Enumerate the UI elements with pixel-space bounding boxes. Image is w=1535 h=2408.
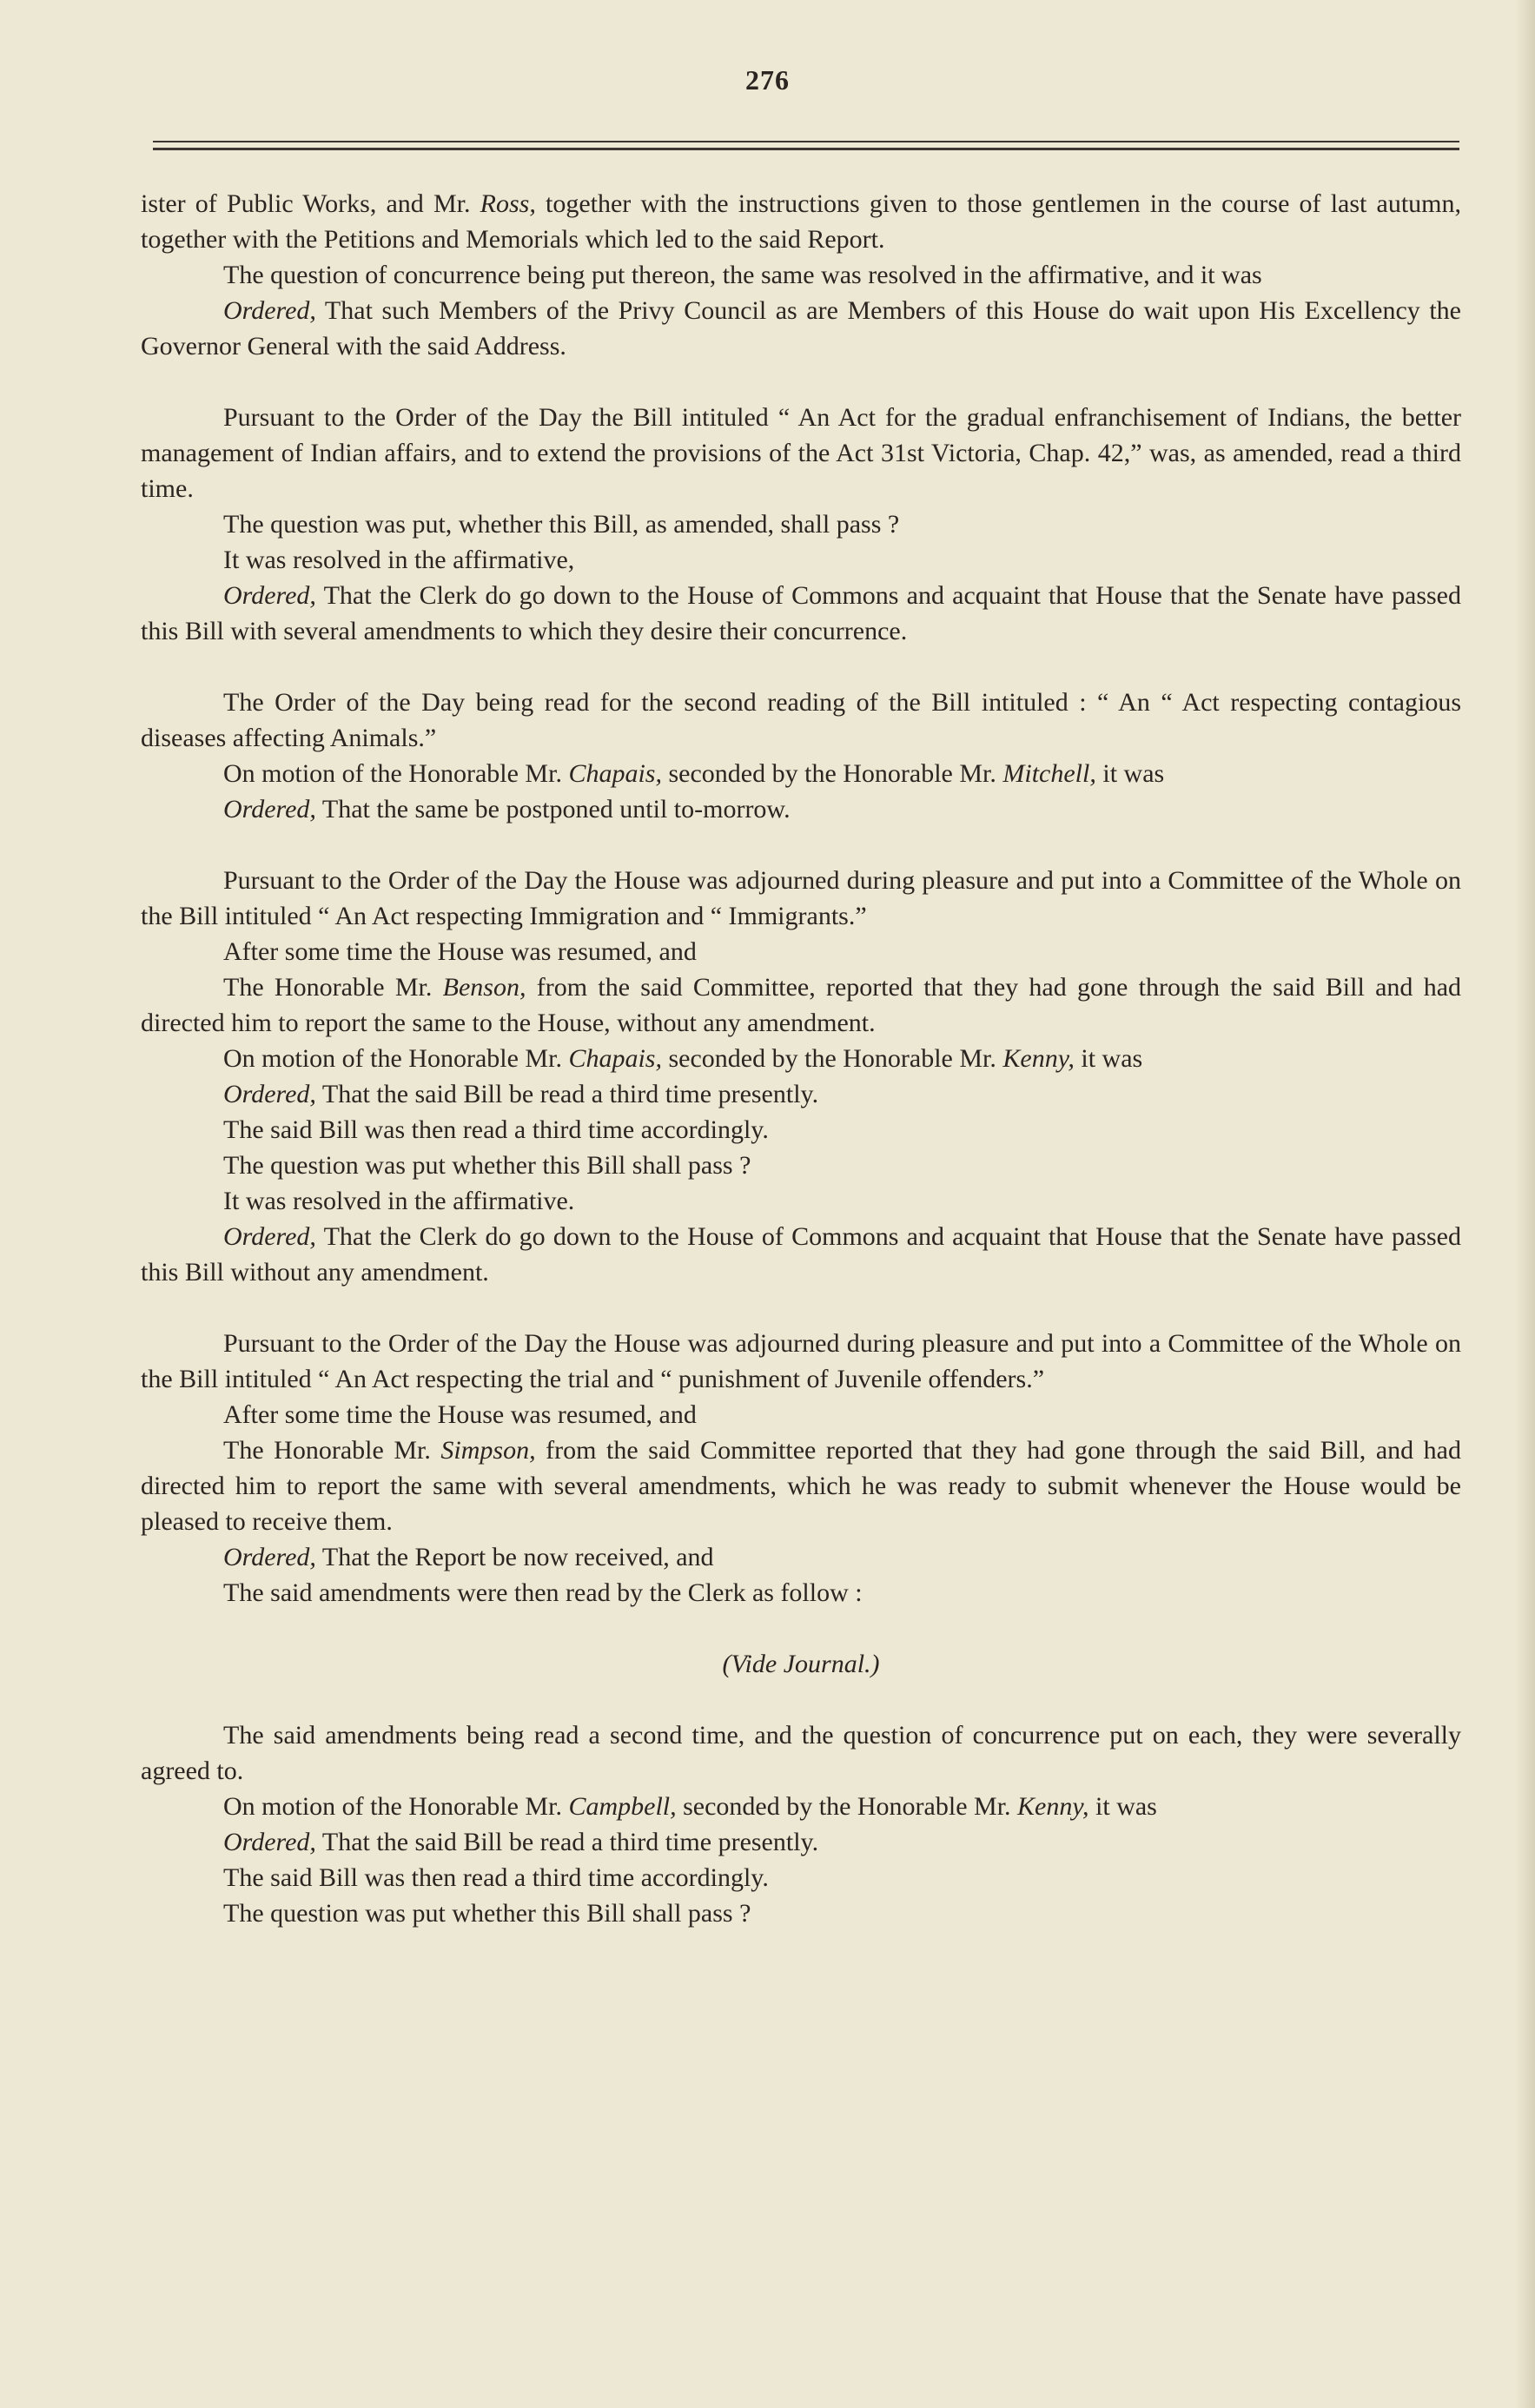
paragraph-text: The said Bill was then read a third time accordingly. bbox=[223, 1115, 769, 1144]
italic-text: Benson, bbox=[442, 973, 526, 1002]
header-rule-thick bbox=[153, 148, 1459, 150]
paragraph bbox=[141, 578, 1461, 649]
paragraph bbox=[141, 1219, 1461, 1290]
paragraph bbox=[141, 934, 1461, 969]
paragraph bbox=[141, 400, 1461, 506]
paragraph bbox=[141, 1789, 1461, 1824]
paragraph-text: The Order of the Day being read for the second reading of the Bill intituled : “ An “ Act respecting contagious diseases affecting Animals.” bbox=[141, 688, 1461, 752]
paragraph bbox=[141, 257, 1461, 293]
italic-text: Kenny, bbox=[1002, 1044, 1075, 1073]
paragraph-text: (Vide Journal.) bbox=[722, 1650, 880, 1678]
paragraph bbox=[141, 1824, 1461, 1860]
paragraph-text: The said amendments being read a second time, and the question of concurrence put on each, they were severally agreed to. bbox=[141, 1721, 1461, 1785]
paragraph-text: it was bbox=[1074, 1044, 1143, 1073]
italic-text: Chapais, bbox=[568, 759, 662, 788]
paragraph-text: seconded by the Honorable Mr. bbox=[661, 759, 1003, 788]
italic-text: Simpson, bbox=[440, 1436, 536, 1465]
paragraph-text: Pursuant to the Order of the Day the House was adjourned during pleasure and put into a Committee of the Whole on the Bill intituled “ An Act respecting the trial and “ punishment of Juvenile offenders.” bbox=[141, 1329, 1461, 1393]
journal-body-text bbox=[141, 186, 1461, 1931]
paragraph-text: That the Clerk do go down to the House of Commons and acquaint that House that the Senate have passed this Bill without any amendment. bbox=[141, 1222, 1461, 1287]
paragraph-text: That the Report be now received, and bbox=[315, 1543, 714, 1571]
italic-text: Ross, bbox=[480, 189, 536, 218]
paragraph-text: Pursuant to the Order of the Day the Bill intituled “ An Act for the gradual enfranchisement of Indians, the better management of Indian affairs, and to extend the provisions of the Act 31st Victoria, Chap. 42,” was, as amended, read a third time. bbox=[141, 403, 1461, 503]
paragraph bbox=[141, 1148, 1461, 1183]
paragraph-text: The said Bill was then read a third time accordingly. bbox=[223, 1863, 769, 1892]
paragraph bbox=[141, 1183, 1461, 1219]
paragraph-text: The question was put whether this Bill shall pass ? bbox=[223, 1899, 751, 1928]
paragraph-text: After some time the House was resumed, and bbox=[223, 937, 697, 966]
page-edge-shadow bbox=[1516, 0, 1535, 2408]
paragraph-text: The question of concurrence being put thereon, the same was resolved in the affirmative, and it was bbox=[223, 261, 1262, 289]
italic-text: Ordered, bbox=[223, 1543, 316, 1571]
paragraph bbox=[141, 756, 1461, 791]
paragraph bbox=[141, 1112, 1461, 1148]
paragraph bbox=[141, 791, 1461, 827]
paragraph-text: it was bbox=[1088, 1792, 1157, 1821]
paragraph bbox=[141, 1326, 1461, 1397]
paragraph bbox=[141, 1717, 1461, 1789]
paragraph bbox=[141, 1575, 1461, 1611]
italic-text: Kenny, bbox=[1017, 1792, 1089, 1821]
italic-text: Ordered, bbox=[223, 795, 316, 824]
paragraph-text: That such Members of the Privy Council as are Members of this House do wait upon His Excellency the Governor General with the said Address. bbox=[141, 296, 1461, 361]
paragraph bbox=[141, 1860, 1461, 1895]
paragraph-text: That the said Bill be read a third time presently. bbox=[315, 1828, 819, 1856]
paragraph-text: It was resolved in the affirmative. bbox=[223, 1187, 575, 1215]
paragraph-text: The question was put, whether this Bill, as amended, shall pass ? bbox=[223, 510, 900, 539]
paragraph-text: seconded by the Honorable Mr. bbox=[661, 1044, 1003, 1073]
italic-text: Campbell, bbox=[568, 1792, 677, 1821]
paragraph bbox=[141, 685, 1461, 756]
italic-text: Ordered, bbox=[223, 581, 316, 610]
italic-text: Mitchell, bbox=[1002, 759, 1096, 788]
paragraph-text: After some time the House was resumed, and bbox=[223, 1400, 697, 1429]
paragraph bbox=[141, 1539, 1461, 1575]
paragraph bbox=[141, 1432, 1461, 1539]
paragraph bbox=[141, 969, 1461, 1041]
paragraph bbox=[141, 1895, 1461, 1931]
paragraph-text: On motion of the Honorable Mr. bbox=[223, 1792, 569, 1821]
paragraph-text: On motion of the Honorable Mr. bbox=[223, 759, 569, 788]
italic-text: Ordered, bbox=[223, 1080, 316, 1108]
paragraph bbox=[141, 506, 1461, 542]
paragraph bbox=[141, 186, 1461, 257]
paragraph-text: It was resolved in the affirmative, bbox=[223, 546, 575, 574]
paragraph bbox=[141, 293, 1461, 364]
paragraph-text: seconded by the Honorable Mr. bbox=[676, 1792, 1018, 1821]
italic-text: Ordered, bbox=[223, 1828, 316, 1856]
paragraph-text: That the said Bill be read a third time presently. bbox=[315, 1080, 819, 1108]
italic-text: Ordered, bbox=[223, 1222, 316, 1251]
paragraph bbox=[141, 1397, 1461, 1432]
paragraph bbox=[141, 1041, 1461, 1076]
paragraph-text: That the Clerk do go down to the House of Commons and acquaint that House that the Senate have passed this Bill with several amendments to which they desire their concurrence. bbox=[141, 581, 1461, 645]
paragraph-text: it was bbox=[1095, 759, 1165, 788]
paragraph-text: On motion of the Honorable Mr. bbox=[223, 1044, 569, 1073]
paragraph-text: from the said Committee, reported that they had gone through the said Bill and had directed him to report the same to the House, without any amendment. bbox=[141, 973, 1462, 1037]
header-rule-thin bbox=[153, 141, 1459, 142]
paragraph-text: The said amendments were then read by the Clerk as follow : bbox=[223, 1578, 863, 1607]
paragraph-text: Pursuant to the Order of the Day the House was adjourned during pleasure and put into a Committee of the Whole on the Bill intituled “ An Act respecting Immigration and “ Immigrants.” bbox=[141, 866, 1461, 930]
paragraph bbox=[141, 863, 1461, 934]
paragraph bbox=[141, 1646, 1461, 1682]
page-number: 276 bbox=[745, 64, 790, 96]
paragraph-text: from the said Committee reported that they had gone through the said Bill, and had directed him to report the same with several amendments, which he was ready to submit whenever the House would be pleased to receive them. bbox=[141, 1436, 1461, 1536]
paragraph-text: together with the instructions given to those gentlemen in the course of last autumn, together with the Petitions and Memorials which led to the said Report. bbox=[141, 189, 1462, 254]
paragraph-text: ister of Public Works, and Mr. bbox=[141, 189, 480, 218]
paragraph bbox=[141, 1076, 1461, 1112]
paragraph-text: That the same be postponed until to-morrow. bbox=[315, 795, 791, 824]
paragraph-text: The question was put whether this Bill shall pass ? bbox=[223, 1151, 751, 1180]
paragraph-text: The Honorable Mr. bbox=[223, 973, 443, 1002]
paragraph-text: The Honorable Mr. bbox=[223, 1436, 441, 1465]
paragraph bbox=[141, 542, 1461, 578]
italic-text: Chapais, bbox=[568, 1044, 662, 1073]
italic-text: Ordered, bbox=[223, 296, 316, 325]
